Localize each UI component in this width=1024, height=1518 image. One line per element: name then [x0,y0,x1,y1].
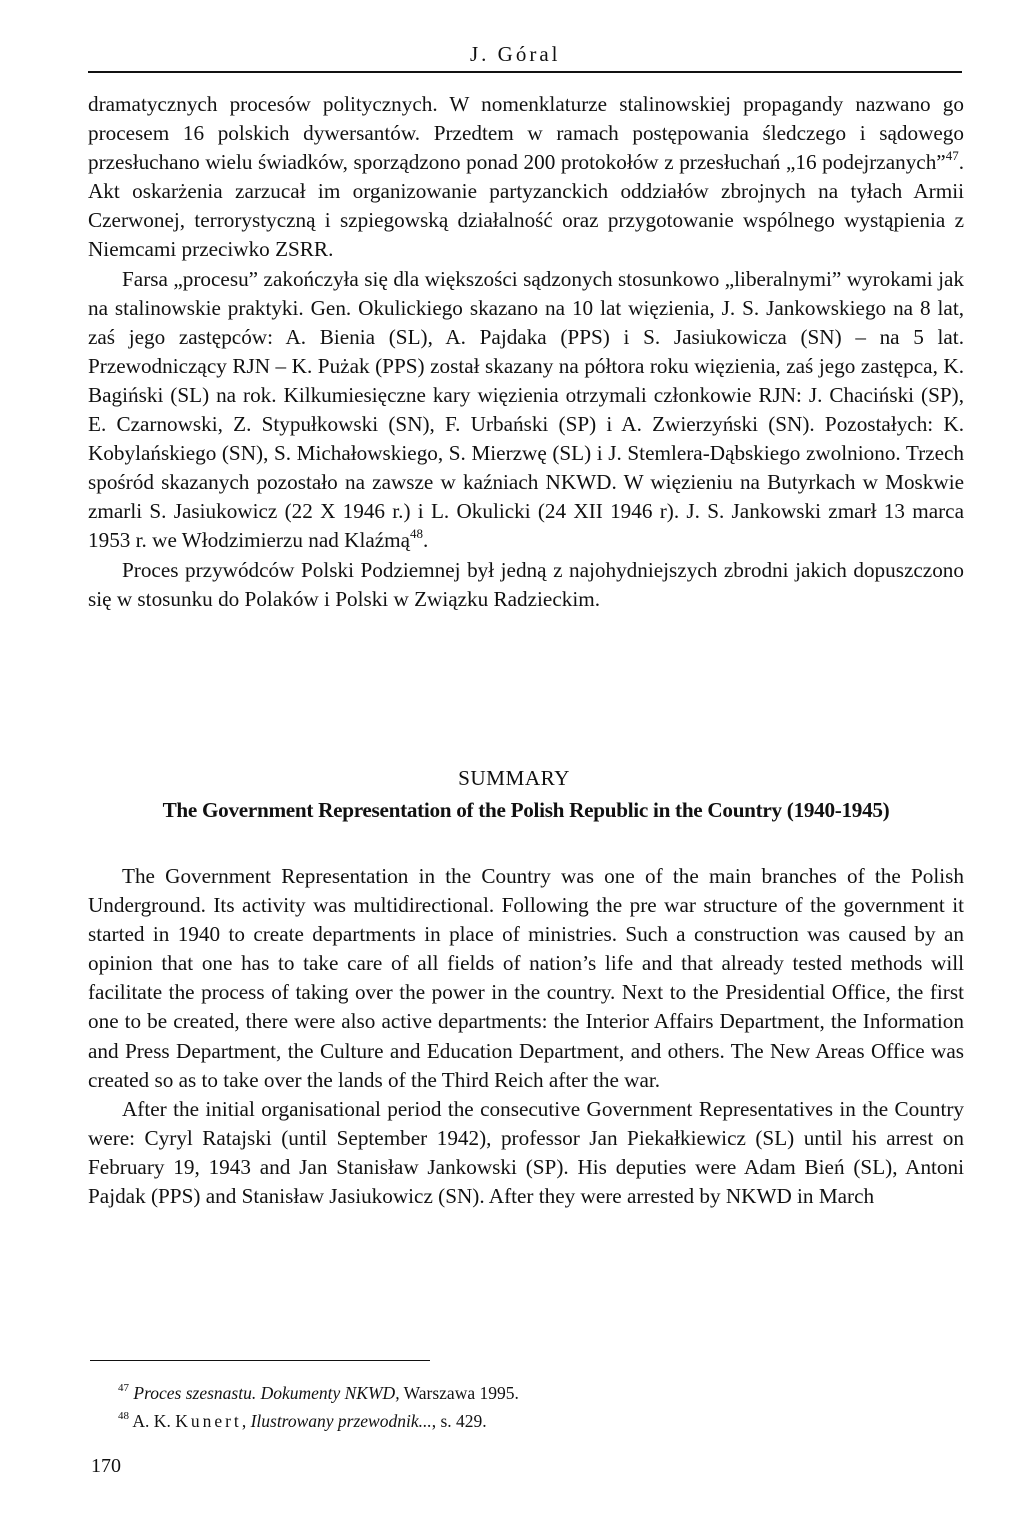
footnote-title: Proces szesnastu. Dokumenty NKWD, [133,1383,400,1403]
summary-text [88,862,964,1211]
footnote-text: Warszawa 1995. [399,1383,519,1403]
footnote-number: 47 [118,1382,129,1394]
footnote [118,1379,958,1407]
footnote-title: Ilustrowany przewodnik... [250,1411,432,1431]
footnote-author-surname: Kunert [175,1411,242,1431]
paragraph: After the initial organisational period the consecutive Government Representatives in the Country were: Cyryl Ratajski (until September 1942), professor Jan Piekałkiewicz (SL) until his arrest on February 19, 1943 and Jan Stanisław Jankowski (SP). His deputies were Adam Bień (SL), Antoni Pajdak (PPS) and Stanisław Jasiukowicz (SN). After they were arrested by NKWD in March [88,1096,964,1209]
paragraph-text: Farsa „procesu” zakończyła się dla większości sądzonych stosunkowo „liberalnymi” wyrokami jak na stalinowskie praktyki. Gen. Okulickiego skazano na 10 lat więzienia, J. S. Jankowskiego na 8 lat, zaś jego zastępców: A. Bienia (SL), A. Pajdaka (PPS) i S. Jasiukowicza (SN) – na 5 lat. Przewodniczący RJN – K. Pużak (PPS) został skazany na półtora roku więzienia, zaś jego zastępca, K. Bagiński (SL) na rok. Kilkumiesięczne kary więzienia otrzymali członkowie RJN: J. Chaciński (SP), E. Czarnowski, Z. Stypułkowski (SN), F. Urbański (SP) i A. Zwierzyński (SN). Pozostałych: K. Kobylańskiego (SN), S. Michałowskiego, S. Mierzwę (SL) i J. Stemlera-Dąbskiego zwolniono. Trzech spośród skazanych pozostało na zawsze w kaźniach NKWD. W więzieniu na Butyrkach w Moskwie zmarli S. Jasiukowicz (22 X 1946 r.) i L. Okulicki (24 XII 1946 r). J. S. Jankowski zmarł 13 marca 1953 r. we Włodzimierzu nad Klaźmą [88,266,964,553]
header-rule [88,71,962,73]
footnote [118,1407,958,1435]
main-text [88,90,964,614]
footnote-rule [90,1360,430,1361]
footnote-author-initials: A. K. [132,1411,176,1431]
paragraph [88,90,964,265]
summary-heading: SUMMARY [458,766,570,790]
page-number: 170 [91,1455,121,1477]
paragraph-text: . Akt oskarżenia zarzucał im organizowanie partyzanckich oddziałów zbrojnych na tyłach Armii Czerwonej, terrorystyczną i szpiegowską działalność oraz przygotowanie wspólnego wystąpienia z Niemcami przeciwko ZSRR. [88,150,964,262]
summary-title: The Government Representation of the Polish Republic in the Country (1940-1945) [162,798,890,822]
footnotes [118,1379,958,1435]
footnote-text: , [241,1411,251,1431]
running-head: J. Góral [470,42,561,66]
paragraph: Proces przywódców Polski Podziemnej był jedną z najohydniejszych zbrodni jakich dopuszczono się w stosunku do Polaków i Polski w Związku Radzieckim. [88,557,964,611]
footnote-ref: 48 [410,526,424,542]
footnote-text: , s. 429. [431,1411,487,1431]
paragraph [88,265,964,556]
paragraph-text: dramatycznych procesów politycznych. W nomenklaturze stalinowskiej propagandy nazwano go procesem 16 polskich dywersantów. Przedtem w ramach postępowania śledczego i sądowego przesłuchano wielu świadków, sporządzono ponad 200 protokołów z przesłuchań „16 podejrzanych” [88,92,964,175]
paragraph: The Government Representation in the Country was one of the main branches of the Polish Underground. Its activity was multidirectional. Following the pre war structure of the government it started in 1940 to create departments in place of ministries. Such a construction was caused by an opinion that one has to take care of all fields of nation’s life and that already tested methods will facilitate the process of taking over the power in the country. Next to the Presidential Office, the first one to be created, there were also active departments: the Interior Affairs Department, the Information and Press Department, the Culture and Education Department, and others. The New Areas Office was created so as to take over the lands of the Third Reich after the war. [88,864,964,1092]
paragraph-text: . [423,528,429,553]
footnote-ref: 47 [945,148,959,164]
footnote-number: 48 [118,1410,129,1422]
